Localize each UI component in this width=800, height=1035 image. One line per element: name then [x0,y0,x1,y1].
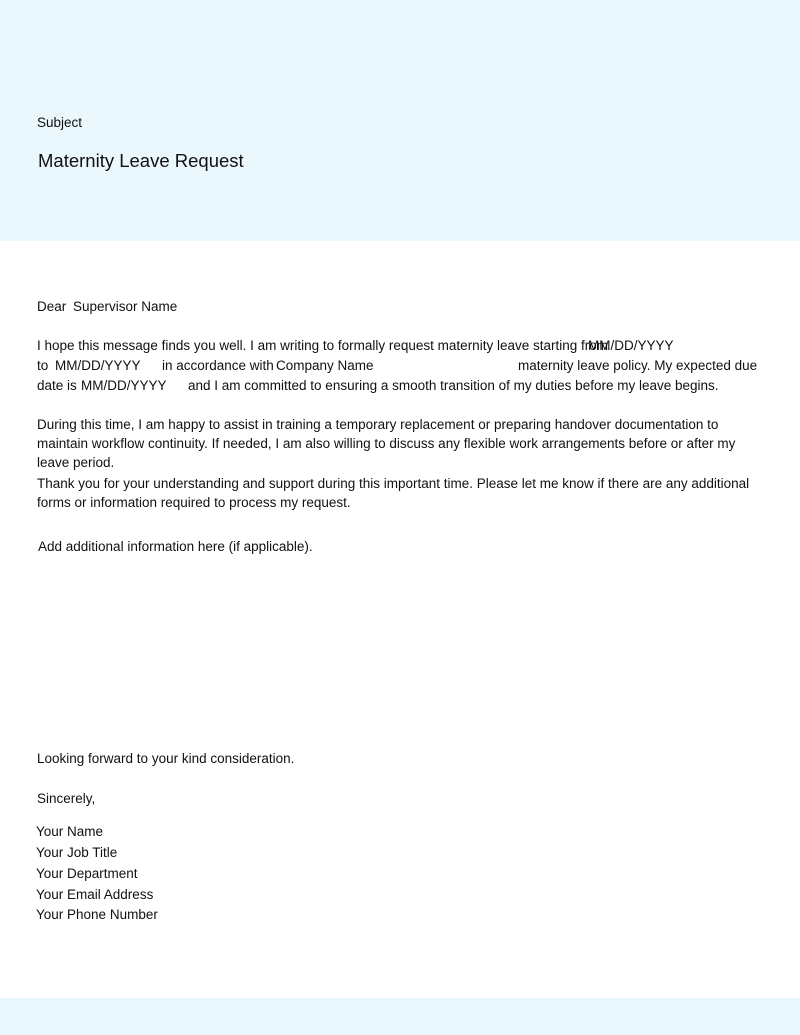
paragraph-2 [37,415,767,472]
start-date-field[interactable]: MM/DD/YYYY [588,338,674,353]
paragraph-1-to: to [37,358,49,373]
end-date-field[interactable]: MM/DD/YYYY [55,358,141,373]
closing-line: Looking forward to your kind consideration. [37,751,295,766]
paragraph-1-line-3: and I am committed to ensuring a smooth transition of my duties before my leave begins. [188,378,719,393]
paragraph-3 [37,474,767,512]
signature-phone-field[interactable]: Your Phone Number [36,907,158,922]
paragraph-1-policy: maternity leave policy. My expected due [518,358,758,373]
greeting: Dear [37,299,67,314]
recipient-field[interactable]: Supervisor Name [73,299,178,314]
sign-off: Sincerely, [37,791,96,806]
signature-name-field[interactable]: Your Name [36,824,104,839]
paragraph-3-text: Thank you for your understanding and support during this important time. Please let me know if there are any additional forms or information required to process my request. [37,476,750,510]
paragraph-1-accordance: in accordance with [162,358,274,373]
signature-department-field[interactable]: Your Department [36,866,138,881]
paragraph-2-text: During this time, I am happy to assist in training a temporary replacement or preparing handover documentation to maintain workflow continuity. If needed, I am also willing to discuss any flexible work arrangements before or after my leave period. [37,417,736,470]
paragraph-1-line-1: I hope this message finds you well. I am writing to formally request maternity leave starting from [37,338,608,353]
subject-title[interactable]: Maternity Leave Request [38,150,244,171]
due-date-field[interactable]: MM/DD/YYYY [81,378,167,393]
additional-info-field[interactable]: Add additional information here (if applicable). [38,539,313,554]
header-band [0,0,800,241]
company-name-field[interactable]: Company Name [276,358,374,373]
signature-email-field[interactable]: Your Email Address [36,887,154,902]
signature-job-title-field[interactable]: Your Job Title [36,845,118,860]
paragraph-1-date-is: date is [37,378,77,393]
subject-label: Subject [37,115,83,130]
footer-band [0,998,800,1035]
